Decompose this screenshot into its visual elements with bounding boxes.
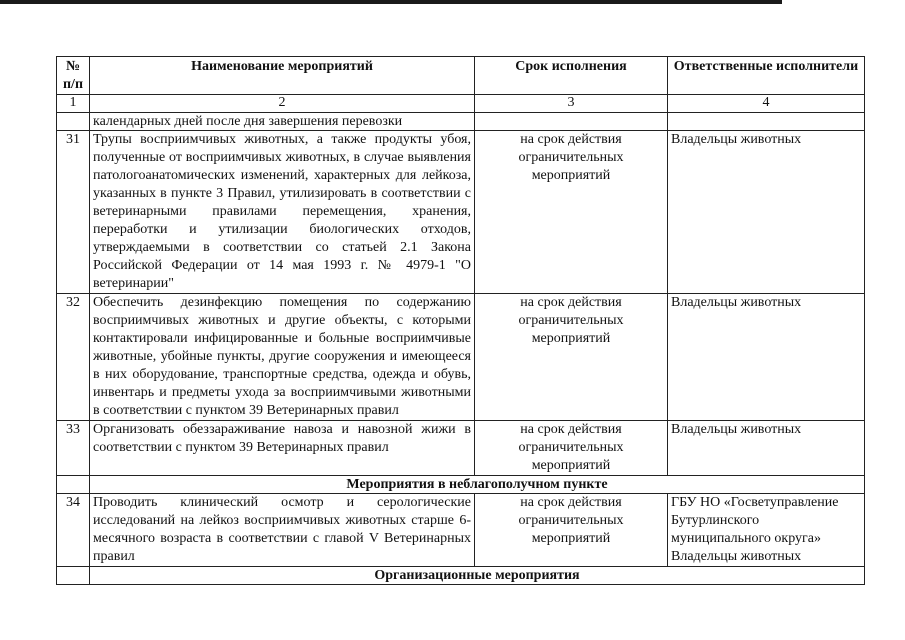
row-responsible: Владельцы животных: [668, 294, 865, 421]
section-header-row: [57, 567, 865, 585]
continuation-resp: [668, 113, 865, 131]
column-index-3: 3: [475, 95, 668, 113]
row-measure: Трупы восприимчивых животных, а также продукты убоя, полученные от восприимчивых животных, в случае выявления патологоанатомических изменений, характерных для лейкоза, указанных в пункте 3 Правил, утилизировать в соответствии с ветеринарными правилами перемещения, хранения, переработки и утилизации биологических отходов, утверждаемыми в соответствии со статьей 2.1 Закона Российской Федерации от 14 мая 1993 г. № 4979-1 "О ветеринарии": [90, 131, 475, 294]
section-title-organizational: Организационные мероприятия: [90, 567, 865, 585]
top-border-line: [0, 0, 782, 4]
responsible-line: муниципального округа»: [671, 531, 821, 546]
continuation-num: [57, 113, 90, 131]
header-responsible: Ответственные исполнители: [668, 57, 865, 95]
row-responsible: Владельцы животных: [668, 421, 865, 476]
column-index-row: [57, 95, 865, 113]
table-row: [57, 421, 865, 476]
header-name: Наименование мероприятий: [90, 57, 475, 95]
row-number: 34: [57, 494, 90, 567]
row-measure: Проводить клинический осмотр и серологические исследований на лейкоз восприимчивых животных старше 6-месячного возраста в соответствии с главой V Ветеринарных правил: [90, 494, 475, 567]
row-term: на срок действия ограничительных мероприятий: [475, 494, 668, 567]
column-index-4: 4: [668, 95, 865, 113]
continuation-row: [57, 113, 865, 131]
row-measure: Организовать обеззараживание навоза и навозной жижи в соответствии с пунктом 39 Ветеринарных правил: [90, 421, 475, 476]
row-term: на срок действия ограничительных мероприятий: [475, 421, 668, 476]
row-number: 32: [57, 294, 90, 421]
responsible-line: Владельцы животных: [671, 549, 802, 564]
header-number: № п/п: [57, 57, 90, 95]
responsible-line: ГБУ НО «Госветуправление: [671, 495, 839, 510]
section-num-cell: [57, 476, 90, 494]
measures-table: [56, 56, 865, 585]
row-term: на срок действия ограничительных мероприятий: [475, 294, 668, 421]
row-responsible: [668, 494, 865, 567]
row-number: 33: [57, 421, 90, 476]
row-responsible: Владельцы животных: [668, 131, 865, 294]
section-num-cell: [57, 567, 90, 585]
row-term: на срок действия ограничительных мероприятий: [475, 131, 668, 294]
header-term: Срок исполнения: [475, 57, 668, 95]
section-header-row: [57, 476, 865, 494]
row-measure: Обеспечить дезинфекцию помещения по содержанию восприимчивых животных и другие объекты, с которыми контактировали инфицированные и больные восприимчивые животные, убойные пункты, другие сооружения и имеющееся в них оборудование, транспортные средства, одежда и обувь, инвентарь и предметы ухода за восприимчивыми животными в соответствии с пунктом 39 Ветеринарных правил: [90, 294, 475, 421]
table-row: [57, 494, 865, 567]
responsible-line: Бутурлинского: [671, 513, 760, 528]
continuation-name: календарных дней после дня завершения перевозки: [90, 113, 475, 131]
table-row: [57, 131, 865, 294]
continuation-term: [475, 113, 668, 131]
section-title-affected-point: Мероприятия в неблагополучном пункте: [90, 476, 865, 494]
column-index-1: 1: [57, 95, 90, 113]
row-number: 31: [57, 131, 90, 294]
table-header-row: [57, 57, 865, 95]
column-index-2: 2: [90, 95, 475, 113]
table-row: [57, 294, 865, 421]
